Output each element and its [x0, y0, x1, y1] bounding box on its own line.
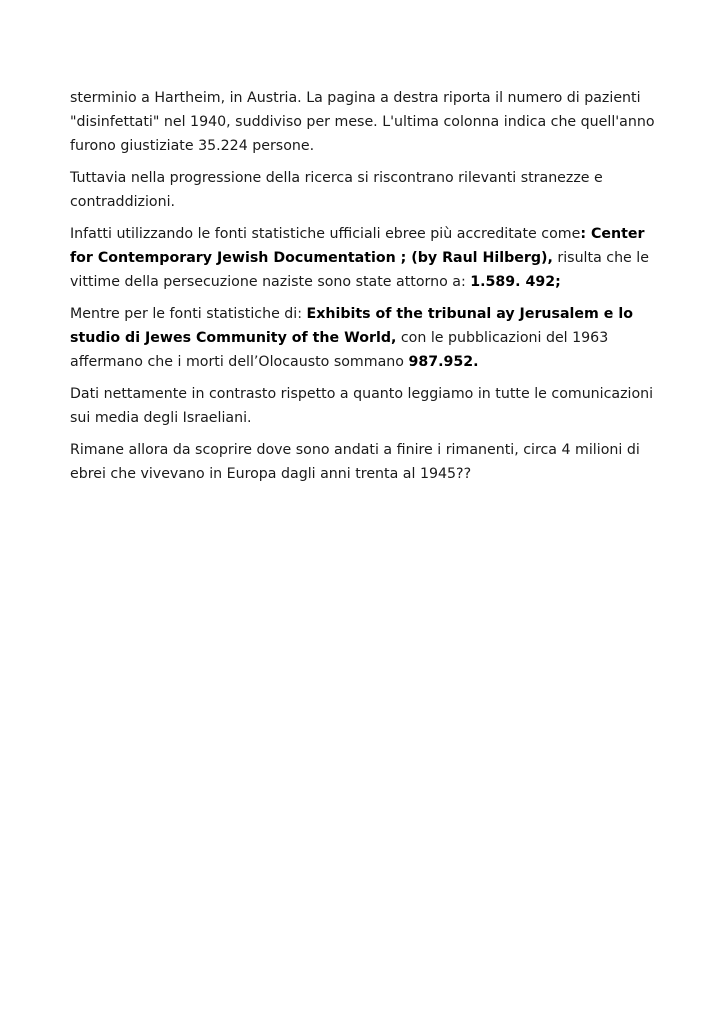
paragraph-2: [70, 166, 660, 214]
bold-source-name: : Center for Contemporary Jewish Documentation ; (by Raul Hilberg),: [70, 226, 645, 266]
bold-figure: 987.952.: [408, 354, 479, 370]
bold-figure: 1.589. 492;: [470, 274, 561, 290]
document-body: [70, 86, 660, 494]
text-run: risulta che le vittime della persecuzione naziste sono state attorno a:: [70, 250, 649, 290]
text-run: sterminio a Hartheim, in Austria. La pagina a destra riporta il numero di pazienti "disinfettati" nel 1940, suddiviso per mese. L'ultima colonna indica che quell'anno furono giustiziate 35.224 persone.: [70, 90, 655, 154]
text-run: Infatti utilizzando le fonti statistiche ufficiali ebree più accreditate come: [70, 226, 581, 242]
text-run: Tuttavia nella progressione della ricerca si riscontrano rilevanti stranezze e contraddizioni.: [70, 170, 603, 210]
text-run: Dati nettamente in contrasto rispetto a quanto leggiamo in tutte le comunicazioni sui media degli Israeliani.: [70, 386, 654, 426]
bold-source-name: Exhibits of the tribunal ay Jerusalem e lo studio di Jewes Community of the World,: [70, 306, 633, 346]
paragraph-6: [70, 438, 660, 486]
paragraph-1: [70, 86, 660, 158]
text-run: Rimane allora da scoprire dove sono andati a finire i rimanenti, circa 4 milioni di ebrei che vivevano in Europa dagli anni trenta al 1945??: [70, 442, 640, 482]
paragraph-5: [70, 382, 660, 430]
text-run: con le pubblicazioni del 1963 affermano che i morti dell’Olocausto sommano: [70, 330, 609, 370]
paragraph-4: [70, 302, 660, 374]
paragraph-3: [70, 222, 660, 294]
text-run: Mentre per le fonti statistiche di:: [70, 306, 307, 322]
